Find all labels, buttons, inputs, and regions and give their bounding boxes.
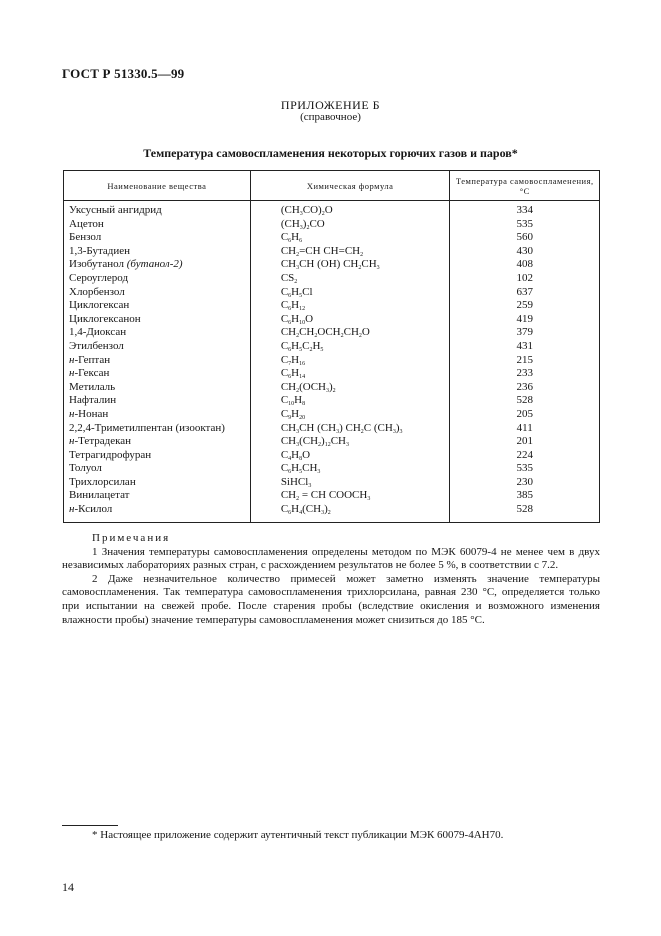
autoignition-temperature: 430 bbox=[450, 245, 600, 259]
table-row bbox=[64, 231, 600, 245]
autoignition-temperature: 102 bbox=[450, 272, 600, 286]
page-number: 14 bbox=[62, 880, 74, 894]
substance-name: Хлорбензол bbox=[64, 286, 251, 300]
substance-name: Циклогексан bbox=[64, 299, 251, 313]
table-row bbox=[64, 201, 600, 218]
autoignition-temperature: 637 bbox=[450, 286, 600, 300]
column-header-temperature: Температура самовоспламенения, °С bbox=[450, 171, 600, 201]
substance-name: н-Тетрадекан bbox=[64, 435, 251, 449]
autoignition-temperature: 385 bbox=[450, 489, 600, 503]
substance-name: н-Гептан bbox=[64, 354, 251, 368]
table-row bbox=[64, 299, 600, 313]
table-row bbox=[64, 422, 600, 436]
note-2: 2 Даже незначительное количество примесей может заметно изменять значение температуры самовоспламенения. Так температура самовоспламенения трихлорсилана, равная 230 °С, определяется только при испытании на свежей пробе. После старения пробы (вследствие окисления и возможного изменения влажности пробы) значение температуры самовоспламенения может снизиться до 185 °С. bbox=[62, 572, 600, 626]
autoignition-temperature: 535 bbox=[450, 218, 600, 232]
substance-name: Изобутанол (бутанол-2) bbox=[64, 258, 251, 272]
column-header-name: Наименование вещества bbox=[64, 171, 251, 201]
table-row bbox=[64, 381, 600, 395]
table-row bbox=[64, 326, 600, 340]
chemical-formula: $C_7H_{16}$ bbox=[250, 354, 450, 368]
substance-name: н-Ксилол bbox=[64, 503, 251, 522]
table-row bbox=[64, 489, 600, 503]
chemical-formula: $CH_2(OCH_3)_2$ bbox=[250, 381, 450, 395]
table-row bbox=[64, 286, 600, 300]
table-row bbox=[64, 218, 600, 232]
table-title: Температура самовоспламенения некоторых горючих газов и паров* bbox=[143, 146, 518, 160]
substance-name: Этилбензол bbox=[64, 340, 251, 354]
table-row bbox=[64, 394, 600, 408]
autoignition-temperature: 230 bbox=[450, 476, 600, 490]
note-1: 1 Значения температуры самовоспламенения определены методом по МЭК 60079-4 не менее чем в двух независимых лабораториях разных стран, с расхождением результатов не более 5 %, в соответствии с 7.2. bbox=[62, 545, 600, 572]
table-row bbox=[64, 313, 600, 327]
autoignition-temperature: 379 bbox=[450, 326, 600, 340]
substance-name: Тетрагидрофуран bbox=[64, 449, 251, 463]
autoignition-temperature: 408 bbox=[450, 258, 600, 272]
substance-name: Циклогексанон bbox=[64, 313, 251, 327]
chemical-formula: $(CH_3CO)_2O$ bbox=[250, 201, 450, 218]
chemical-formula: $C_6H_5Cl$ bbox=[250, 286, 450, 300]
chemical-formula: $CS_2$ bbox=[250, 272, 450, 286]
autoignition-temperature: 224 bbox=[450, 449, 600, 463]
substance-name: Бензол bbox=[64, 231, 251, 245]
table-row bbox=[64, 435, 600, 449]
table-row bbox=[64, 449, 600, 463]
substance-name: 2,2,4-Триметилпентан (изооктан) bbox=[64, 422, 251, 436]
table-row bbox=[64, 462, 600, 476]
chemical-formula: $C_6H_{14}$ bbox=[250, 367, 450, 381]
notes-heading: Примечания bbox=[92, 532, 171, 544]
substance-name: н-Гексан bbox=[64, 367, 251, 381]
appendix-title: ПРИЛОЖЕНИЕ Б bbox=[280, 98, 381, 112]
substance-name: Винилацетат bbox=[64, 489, 251, 503]
substance-name: Толуол bbox=[64, 462, 251, 476]
substance-name: Нафталин bbox=[64, 394, 251, 408]
table-row bbox=[64, 367, 600, 381]
table-header-row bbox=[64, 171, 600, 201]
chemical-formula: $C_6H_6$ bbox=[250, 231, 450, 245]
footnote: * Настоящее приложение содержит аутентичный текст публикации МЭК 60079-4АН70. bbox=[92, 829, 504, 841]
chemical-formula: $CH_2=CH$ $CH=CH_2$ bbox=[250, 245, 450, 259]
chemical-formula: $C_6H_{12}$ bbox=[250, 299, 450, 313]
table-row bbox=[64, 340, 600, 354]
chemical-formula: $C_{10}H_8$ bbox=[250, 394, 450, 408]
chemical-formula: $(CH_3)_2CO$ bbox=[250, 218, 450, 232]
substance-name: Уксусный ангидрид bbox=[64, 201, 251, 218]
chemical-formula: $CH_3(CH_2)_{12}CH_3$ bbox=[250, 435, 450, 449]
substance-name: н-Нонан bbox=[64, 408, 251, 422]
autoignition-temperature: 411 bbox=[450, 422, 600, 436]
column-header-formula: Химическая формула bbox=[250, 171, 450, 201]
footnote-divider bbox=[62, 825, 118, 826]
substance-name: Сероуглерод bbox=[64, 272, 251, 286]
autoignition-temperature: 201 bbox=[450, 435, 600, 449]
autoignition-temperature: 419 bbox=[450, 313, 600, 327]
chemical-formula: $C_9H_{20}$ bbox=[250, 408, 450, 422]
substance-name: 1,3-Бутадиен bbox=[64, 245, 251, 259]
chemical-formula: $CH_3CH$ (OH) $CH_2CH_3$ bbox=[250, 258, 450, 272]
autoignition-temperature: 528 bbox=[450, 503, 600, 522]
table-row bbox=[64, 258, 600, 272]
chemical-formula: SiHCl$_3$ bbox=[250, 476, 450, 490]
chemical-formula: $CH_2$ = CH $COOCH_3$ bbox=[250, 489, 450, 503]
substance-name: Трихлорсилан bbox=[64, 476, 251, 490]
autoignition-temperature: 233 bbox=[450, 367, 600, 381]
autoignition-table bbox=[63, 170, 600, 523]
chemical-formula: $CH_3CH$ $(CH_3)$ $CH_2C$ $(CH_3)_3$ bbox=[250, 422, 450, 436]
chemical-formula: $C_6H_5C_2H_5$ bbox=[250, 340, 450, 354]
chemical-formula: $CH_2CH_2OCH_2CH_2O$ bbox=[250, 326, 450, 340]
autoignition-temperature: 215 bbox=[450, 354, 600, 368]
autoignition-temperature: 528 bbox=[450, 394, 600, 408]
autoignition-temperature: 236 bbox=[450, 381, 600, 395]
chemical-formula: $C_4H_8O$ bbox=[250, 449, 450, 463]
chemical-formula: $C_6H_5CH_3$ bbox=[250, 462, 450, 476]
notes-block bbox=[62, 532, 600, 627]
chemical-formula: $C_6H_{10}O$ bbox=[250, 313, 450, 327]
autoignition-temperature: 205 bbox=[450, 408, 600, 422]
autoignition-temperature: 431 bbox=[450, 340, 600, 354]
table-row bbox=[64, 503, 600, 522]
table-row bbox=[64, 272, 600, 286]
chemical-formula: $C_6H_4(CH_3)_2$ bbox=[250, 503, 450, 522]
autoignition-temperature: 560 bbox=[450, 231, 600, 245]
table-row bbox=[64, 245, 600, 259]
table-row bbox=[64, 476, 600, 490]
table-row bbox=[64, 354, 600, 368]
table-body bbox=[64, 201, 600, 523]
table-row bbox=[64, 408, 600, 422]
autoignition-temperature: 535 bbox=[450, 462, 600, 476]
autoignition-temperature: 259 bbox=[450, 299, 600, 313]
substance-name: Ацетон bbox=[64, 218, 251, 232]
substance-name: Метилаль bbox=[64, 381, 251, 395]
appendix-type: (справочное) bbox=[300, 111, 361, 123]
autoignition-temperature: 334 bbox=[450, 201, 600, 218]
standard-header: ГОСТ Р 51330.5—99 bbox=[62, 66, 185, 81]
substance-name: 1,4-Диоксан bbox=[64, 326, 251, 340]
